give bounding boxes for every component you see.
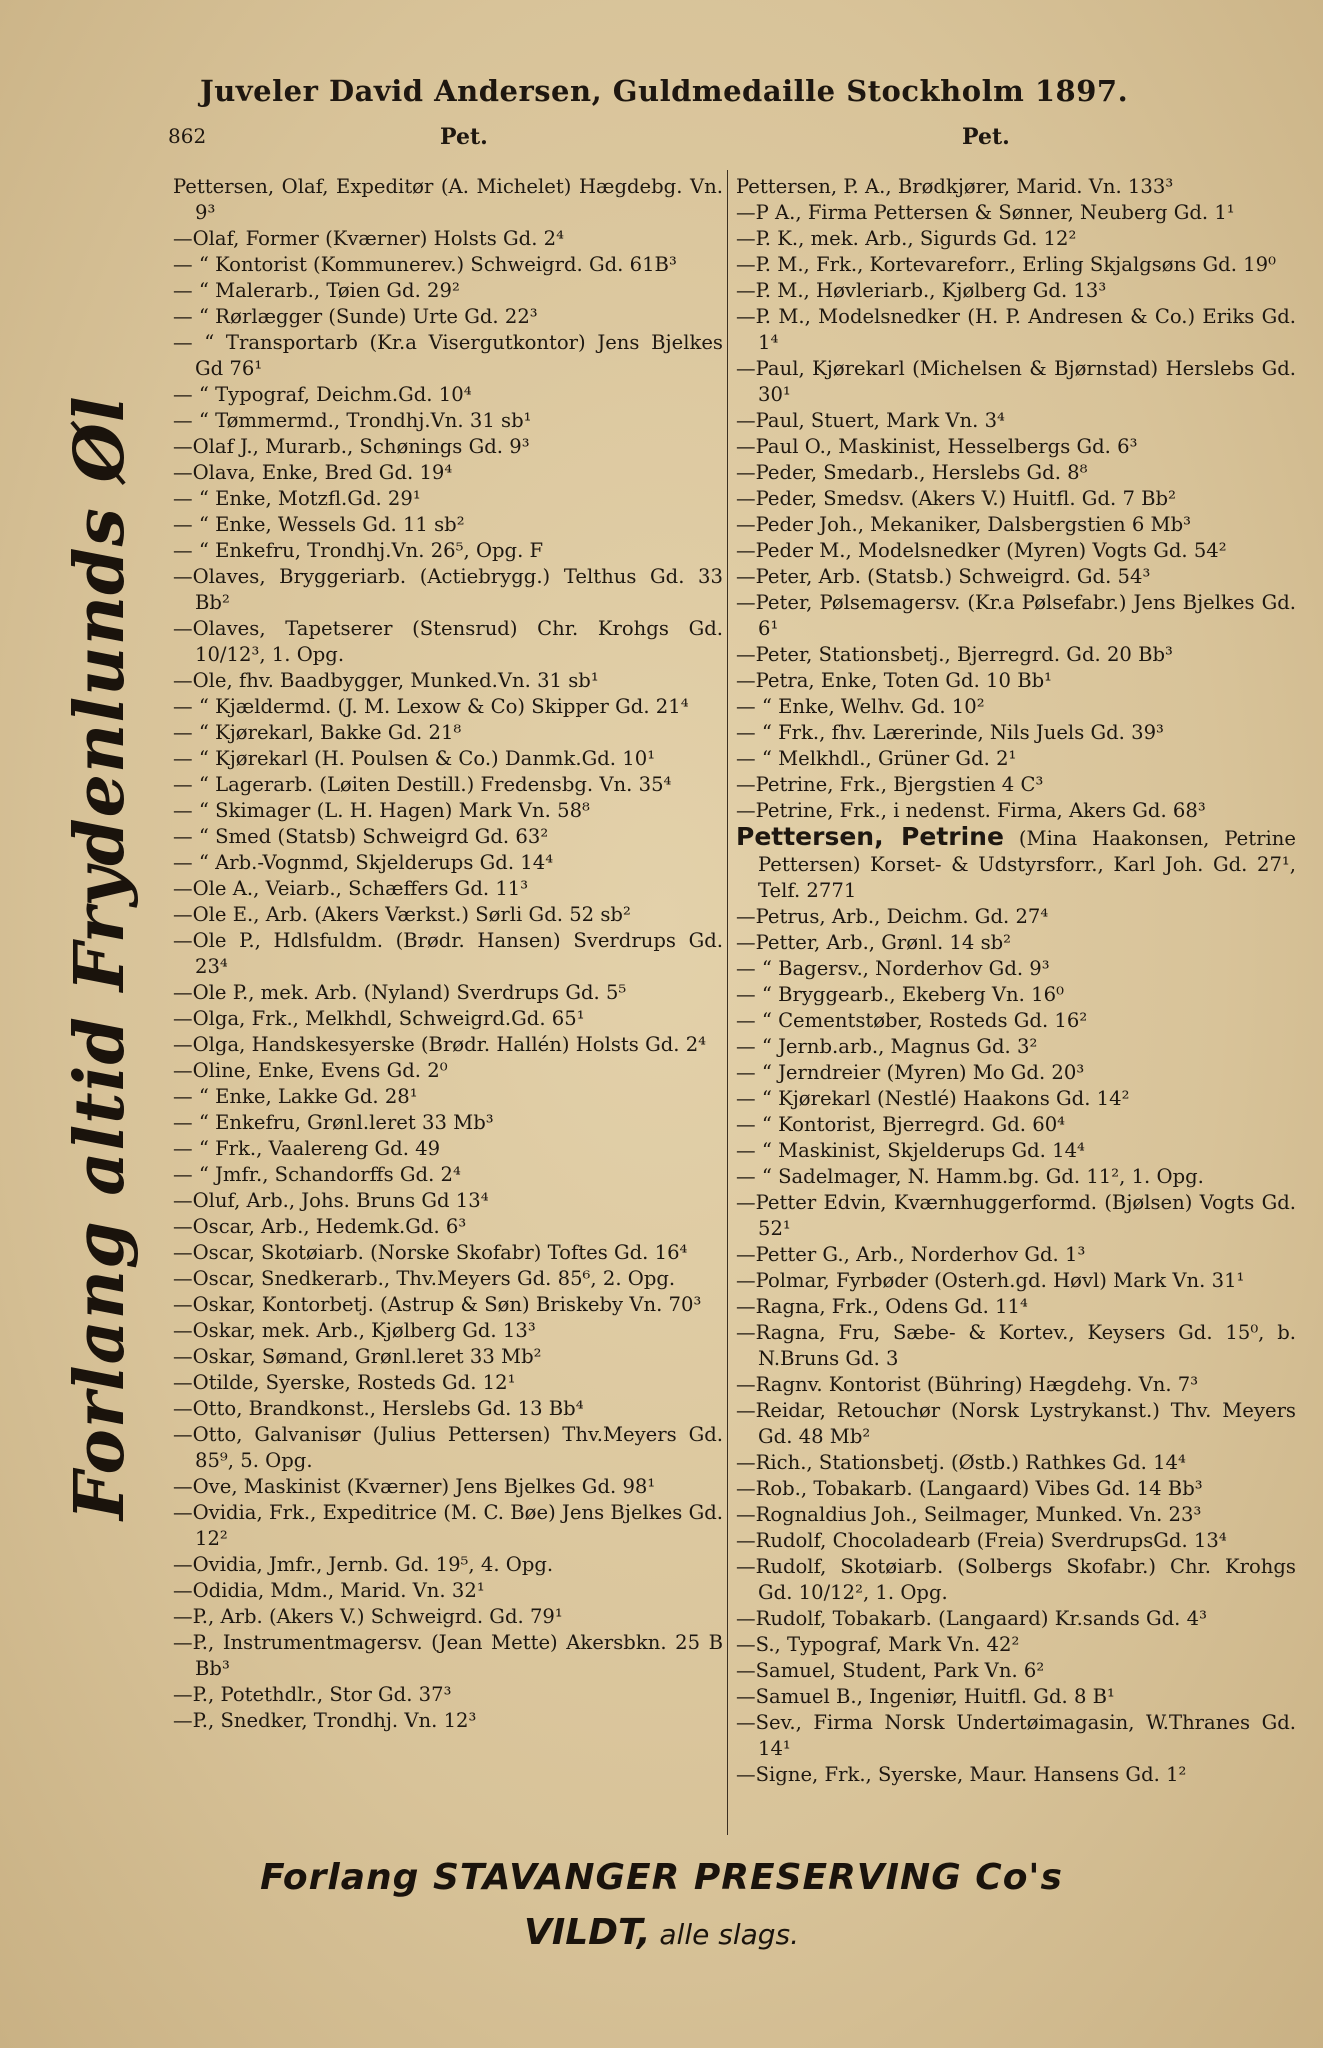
directory-entry: —Ole P., Hdlsfuldm. (Brødr. Hansen) Sverdrups Gd. 23⁴	[173, 929, 723, 978]
directory-entry: —Olaf, Former (Kværner) Holsts Gd. 2⁴	[173, 227, 564, 250]
directory-entry: —S., Typograf, Mark Vn. 42²	[736, 1633, 1020, 1656]
directory-entry: —Paul, Kjørekarl (Michelsen & Bjørnstad) Herslebs Gd. 30¹	[736, 357, 1296, 406]
directory-entry: —Paul O., Maskinist, Hesselbergs Gd. 6³	[736, 435, 1138, 458]
left-column	[173, 174, 723, 1734]
directory-entry: —Oscar, Snedkerarb., Thv.Meyers Gd. 85⁶, 2. Opg.	[173, 1267, 676, 1290]
page-number: 862	[168, 124, 207, 148]
directory-entry: —Samuel, Student, Park Vn. 6²	[736, 1659, 1045, 1682]
directory-entry: — “ Malerarb., Tøien Gd. 29²	[173, 279, 460, 302]
directory-entry: — “ Frk., Vaalereng Gd. 49	[173, 1137, 441, 1160]
directory-entry: — “ Jmfr., Schandorffs Gd. 2⁴	[173, 1163, 461, 1186]
directory-entry: —Otilde, Syerske, Rosteds Gd. 12¹	[173, 1371, 516, 1394]
footer-ad-line2	[0, 1912, 1323, 1953]
directory-entry: —Peder M., Modelsnedker (Myren) Vogts Gd. 54²	[736, 539, 1227, 562]
directory-entry: —P., Arb. (Akers V.) Schweigrd. Gd. 79¹	[173, 1605, 563, 1628]
directory-entry: — “ Smed (Statsb) Schweigrd Gd. 63²	[173, 825, 549, 848]
directory-entry: —Oscar, Skotøiarb. (Norske Skofabr) Toftes Gd. 16⁴	[173, 1241, 688, 1264]
directory-entry: —Oluf, Arb., Johs. Bruns Gd 13⁴	[173, 1189, 489, 1212]
directory-entry: — “ Skimager (L. H. Hagen) Mark Vn. 58⁸	[173, 799, 590, 822]
directory-entry: — “ Kontorist (Kommunerev.) Schweigrd. Gd. 61B³	[173, 253, 677, 276]
directory-entry: —Petra, Enke, Toten Gd. 10 Bb¹	[736, 669, 1052, 692]
directory-entry: — “ Tømmermd., Trondhj.Vn. 31 sb¹	[173, 409, 532, 432]
column-divider	[727, 170, 728, 1835]
directory-entry: — “ Frk., fhv. Lærerinde, Nils Juels Gd. 39³	[736, 721, 1164, 744]
directory-entry: — “ Enke, Motzfl.Gd. 29¹	[173, 487, 421, 510]
directory-entry: —Petrine, Frk., i nedenst. Firma, Akers Gd. 68³	[736, 799, 1206, 822]
directory-entry: —P., Potethdlr., Stor Gd. 37³	[173, 1683, 452, 1706]
directory-entry: —Petrus, Arb., Deichm. Gd. 27⁴	[736, 905, 1049, 928]
directory-entry: —P A., Firma Pettersen & Sønner, Neuberg Gd. 1¹	[736, 201, 1235, 224]
directory-entry: — “ Kjørekarl (H. Poulsen & Co.) Danmk.Gd. 10¹	[173, 747, 656, 770]
directory-entry: —P. M., Frk., Kortevareforr., Erling Skjalgsøns Gd. 19⁰	[736, 253, 1276, 276]
side-advertisement: Forlang altid Frydenlunds Øl	[60, 395, 140, 1520]
footer-ad-line1: Forlang STAVANGER PRESERVING Co's	[260, 1857, 1063, 1898]
directory-entry: —Otto, Galvanisør (Julius Pettersen) Thv.Meyers Gd. 85⁹, 5. Opg.	[173, 1423, 723, 1472]
directory-entry: —Olga, Frk., Melkhdl, Schweigrd.Gd. 65¹	[173, 1007, 585, 1030]
directory-entry: —Ragna, Frk., Odens Gd. 11⁴	[736, 1295, 1028, 1318]
directory-entry: —Peder, Smedarb., Herslebs Gd. 8⁸	[736, 461, 1088, 484]
directory-entry: —Rudolf, Chocoladearb (Freia) SverdrupsGd. 13⁴	[736, 1529, 1227, 1552]
directory-entry: —Olaves, Tapetserer (Stensrud) Chr. Krohgs Gd. 10/12³, 1. Opg.	[173, 617, 723, 666]
directory-entry: —Rudolf, Tobakarb. (Langaard) Kr.sands Gd. 4³	[736, 1607, 1207, 1630]
directory-entry: —Peter, Stationsbetj., Bjerregrd. Gd. 20 Bb³	[736, 643, 1173, 666]
directory-entry: —Ovidia, Jmfr., Jernb. Gd. 19⁵, 4. Opg.	[173, 1553, 554, 1576]
directory-entry: —Otto, Brandkonst., Herslebs Gd. 13 Bb⁴	[173, 1397, 584, 1420]
directory-entry: —P., Snedker, Trondhj. Vn. 12³	[173, 1709, 477, 1732]
directory-entry: — “ Bryggearb., Ekeberg Vn. 16⁰	[736, 983, 1064, 1006]
directory-entry: —Oskar, Sømand, Grønl.leret 33 Mb²	[173, 1345, 542, 1368]
directory-entry: —Sev., Firma Norsk Undertøimagasin, W.Thranes Gd. 14¹	[736, 1711, 1296, 1760]
footer-ad-alle-slags: alle slags.	[650, 1918, 800, 1951]
featured-entry	[736, 824, 1296, 904]
directory-entry: Pettersen, P. A., Brødkjører, Marid. Vn. 133³	[736, 175, 1174, 198]
directory-entry: —Ovidia, Frk., Expeditrice (M. C. Bøe) Jens Bjelkes Gd. 12²	[173, 1501, 723, 1550]
directory-entry: —Peder Joh., Mekaniker, Dalsbergstien 6 Mb³	[736, 513, 1191, 536]
directory-entry: —Signe, Frk., Syerske, Maur. Hansens Gd. 1²	[736, 1763, 1187, 1786]
directory-entry: —Ole A., Veiarb., Schæffers Gd. 11³	[173, 877, 529, 900]
directory-entry: —Petter G., Arb., Norderhov Gd. 1³	[736, 1243, 1086, 1266]
directory-entry: — “ Lagerarb. (Løiten Destill.) Fredensbg. Vn. 35⁴	[173, 773, 672, 796]
directory-entry: —P. M., Høvleriarb., Kjølberg Gd. 13³	[736, 279, 1107, 302]
right-column	[736, 174, 1296, 1788]
directory-entry: —Rudolf, Skotøiarb. (Solbergs Skofabr.) Chr. Krohgs Gd. 10/12², 1. Opg.	[736, 1555, 1296, 1604]
directory-entry: —Petter, Arb., Grønl. 14 sb²	[736, 931, 1012, 954]
directory-entry: —Oline, Enke, Evens Gd. 2⁰	[173, 1059, 448, 1082]
header-advertisement: Juveler David Andersen, Guldmedaille Stockholm 1897.	[200, 74, 1129, 108]
directory-entry: — “ Enkefru, Trondhj.Vn. 26⁵, Opg. F	[173, 539, 544, 562]
directory-entry: —Peter, Pølsemagersv. (Kr.a Pølsefabr.) Jens Bjelkes Gd. 6¹	[736, 591, 1296, 640]
directory-entry: — “ Typograf, Deichm.Gd. 10⁴	[173, 383, 472, 406]
featured-entry-name: Pettersen, Petrine	[736, 822, 1004, 851]
directory-entry: —Oskar, mek. Arb., Kjølberg Gd. 13³	[173, 1319, 536, 1342]
directory-entry: —Olaf J., Murarb., Schønings Gd. 9³	[173, 435, 530, 458]
directory-entry: —Petter Edvin, Kværnhuggerformd. (Bjølsen) Vogts Gd. 52¹	[736, 1191, 1296, 1240]
directory-entry: — “ Sadelmager, N. Hamm.bg. Gd. 11², 1. Opg.	[736, 1165, 1204, 1188]
directory-entry: — “ Kontorist, Bjerregrd. Gd. 60⁴	[736, 1113, 1066, 1136]
directory-entry: —Rognaldius Joh., Seilmager, Munked. Vn. 23³	[736, 1503, 1202, 1526]
directory-entry: — “ Kjørekarl, Bakke Gd. 21⁸	[173, 721, 462, 744]
directory-entry: —Ole, fhv. Baadbygger, Munked.Vn. 31 sb¹	[173, 669, 599, 692]
directory-entry: —Ragna, Fru, Sæbe- & Kortev., Keysers Gd. 15⁰, b. N.Bruns Gd. 3	[736, 1321, 1296, 1370]
directory-entry: —Ole P., mek. Arb. (Nyland) Sverdrups Gd. 5⁵	[173, 981, 627, 1004]
directory-entry: —Rich., Stationsbetj. (Østb.) Rathkes Gd. 14⁴	[736, 1451, 1186, 1474]
left-column-heading: Pet.	[440, 124, 488, 150]
directory-entry: —Oscar, Arb., Hedemk.Gd. 6³	[173, 1215, 467, 1238]
directory-entry: —Reidar, Retouchør (Norsk Lystrykanst.) Thv. Meyers Gd. 48 Mb²	[736, 1399, 1296, 1448]
directory-entry: — “ Kjældermd. (J. M. Lexow & Co) Skipper Gd. 21⁴	[173, 695, 689, 718]
directory-entry: —Olava, Enke, Bred Gd. 19⁴	[173, 461, 453, 484]
directory-entry: —Ole E., Arb. (Akers Værkst.) Sørli Gd. 52 sb²	[173, 903, 631, 926]
directory-entry: —Samuel B., Ingeniør, Huitfl. Gd. 8 B¹	[736, 1685, 1115, 1708]
directory-entry: —Oskar, Kontorbetj. (Astrup & Søn) Briskeby Vn. 70³	[173, 1293, 702, 1316]
directory-entry: —Olga, Handskesyerske (Brødr. Hallén) Holsts Gd. 2⁴	[173, 1033, 707, 1056]
directory-entry: —P. K., mek. Arb., Sigurds Gd. 12²	[736, 227, 1077, 250]
directory-entry: — “ Rørlægger (Sunde) Urte Gd. 22³	[173, 305, 538, 328]
directory-entry: — “ Kjørekarl (Nestlé) Haakons Gd. 14²	[736, 1087, 1130, 1110]
directory-entry: — “ Enke, Lakke Gd. 28¹	[173, 1085, 418, 1108]
directory-entry: —Paul, Stuert, Mark Vn. 3⁴	[736, 409, 1005, 432]
footer-ad-vildt: VILDT,	[523, 1912, 651, 1953]
directory-entry: —P. M., Modelsnedker (H. P. Andresen & Co.) Eriks Gd. 1⁴	[736, 305, 1296, 354]
directory-entry: — “ Enkefru, Grønl.leret 33 Mb³	[173, 1111, 494, 1134]
footer-advertisement	[0, 1857, 1323, 1953]
featured-entry-text: (Mina Haakonsen, Petrine Pettersen) Korset- & Udstyrsforr., Karl Joh. Gd. 27¹, Telf. 2771	[758, 827, 1296, 902]
directory-entry: — “ Jerndreier (Myren) Mo Gd. 20³	[736, 1061, 1085, 1084]
directory-entry: — “ Jernb.arb., Magnus Gd. 3²	[736, 1035, 1038, 1058]
directory-entry: — “ Melkhdl., Grüner Gd. 2¹	[736, 747, 1017, 770]
directory-entry: —P., Instrumentmagersv. (Jean Mette) Akersbkn. 25 B Bb³	[173, 1631, 723, 1680]
directory-entry: —Olaves, Bryggeriarb. (Actiebrygg.) Telthus Gd. 33 Bb²	[173, 565, 723, 614]
directory-entry: — “ Cementstøber, Rosteds Gd. 16²	[736, 1009, 1088, 1032]
directory-entry: —Odidia, Mdm., Marid. Vn. 32¹	[173, 1579, 485, 1602]
directory-entry: —Rob., Tobakarb. (Langaard) Vibes Gd. 14 Bb³	[736, 1477, 1203, 1500]
directory-entry: — “ Enke, Welhv. Gd. 10²	[736, 695, 985, 718]
directory-entry: —Peter, Arb. (Statsb.) Schweigrd. Gd. 54³	[736, 565, 1151, 588]
right-column-heading: Pet.	[962, 124, 1010, 150]
directory-entry: —Polmar, Fyrbøder (Osterh.gd. Høvl) Mark Vn. 31¹	[736, 1269, 1245, 1292]
directory-entry: — “ Arb.-Vognmd, Skjelderups Gd. 14⁴	[173, 851, 554, 874]
directory-entry: — “ Transportarb (Kr.a Visergutkontor) Jens Bjelkes Gd 76¹	[173, 331, 723, 380]
directory-entry: —Petrine, Frk., Bjergstien 4 C³	[736, 773, 1044, 796]
directory-entry: Pettersen, Olaf, Expeditør (A. Michelet) Hægdebg. Vn. 9³	[173, 175, 723, 224]
directory-entry: —Peder, Smedsv. (Akers V.) Huitfl. Gd. 7 Bb²	[736, 487, 1176, 510]
directory-entry: — “ Enke, Wessels Gd. 11 sb²	[173, 513, 465, 536]
directory-entry: —Ragnv. Kontorist (Bühring) Hægdehg. Vn. 7³	[736, 1373, 1199, 1396]
directory-entry: — “ Maskinist, Skjelderups Gd. 14⁴	[736, 1139, 1085, 1162]
directory-entry: — “ Bagersv., Norderhov Gd. 9³	[736, 957, 1050, 980]
directory-entry: —Ove, Maskinist (Kværner) Jens Bjelkes Gd. 98¹	[173, 1475, 656, 1498]
